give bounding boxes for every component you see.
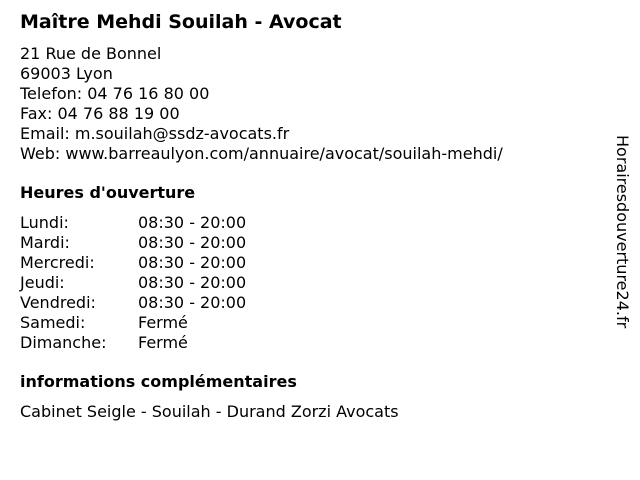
business-info (20, 10, 600, 422)
watermark-text: Horairesdouverture24.fr (613, 135, 632, 329)
phone-line: Telefon: 04 76 16 80 00 (20, 84, 210, 103)
time-value: 08:30 - 20:00 (138, 293, 247, 312)
day-label: Vendredi: (20, 293, 96, 312)
hours-row-wednesday (20, 253, 600, 273)
day-label: Mercredi: (20, 253, 95, 272)
hours-row-sunday (20, 333, 600, 353)
page-title: Maître Mehdi Souilah - Avocat (20, 11, 342, 33)
hours-table (20, 213, 600, 353)
contact-block (20, 44, 600, 164)
day-label: Samedi: (20, 313, 86, 332)
time-value: 08:30 - 20:00 (138, 213, 247, 232)
day-label: Dimanche: (20, 333, 107, 352)
day-label: Lundi: (20, 213, 69, 232)
time-value: Fermé (138, 313, 188, 332)
hours-row-monday (20, 213, 600, 233)
address-street: 21 Rue de Bonnel (20, 44, 162, 63)
time-value: 08:30 - 20:00 (138, 273, 247, 292)
hours-heading: Heures d'ouverture (20, 183, 196, 202)
day-label: Mardi: (20, 233, 70, 252)
hours-row-friday (20, 293, 600, 313)
hours-row-tuesday (20, 233, 600, 253)
address-city: 69003 Lyon (20, 64, 113, 83)
time-value: 08:30 - 20:00 (138, 233, 247, 252)
info-heading: informations complémentaires (20, 372, 297, 391)
info-text: Cabinet Seigle - Souilah - Durand Zorzi Avocats (20, 402, 399, 421)
hours-row-thursday (20, 273, 600, 293)
hours-row-saturday (20, 313, 600, 333)
day-label: Jeudi: (20, 273, 65, 292)
email-line: Email: m.souilah@ssdz-avocats.fr (20, 124, 290, 143)
time-value: 08:30 - 20:00 (138, 253, 247, 272)
time-value: Fermé (138, 333, 188, 352)
fax-line: Fax: 04 76 88 19 00 (20, 104, 180, 123)
web-line: Web: www.barreaulyon.com/annuaire/avocat/souilah-mehdi/ (20, 144, 503, 163)
